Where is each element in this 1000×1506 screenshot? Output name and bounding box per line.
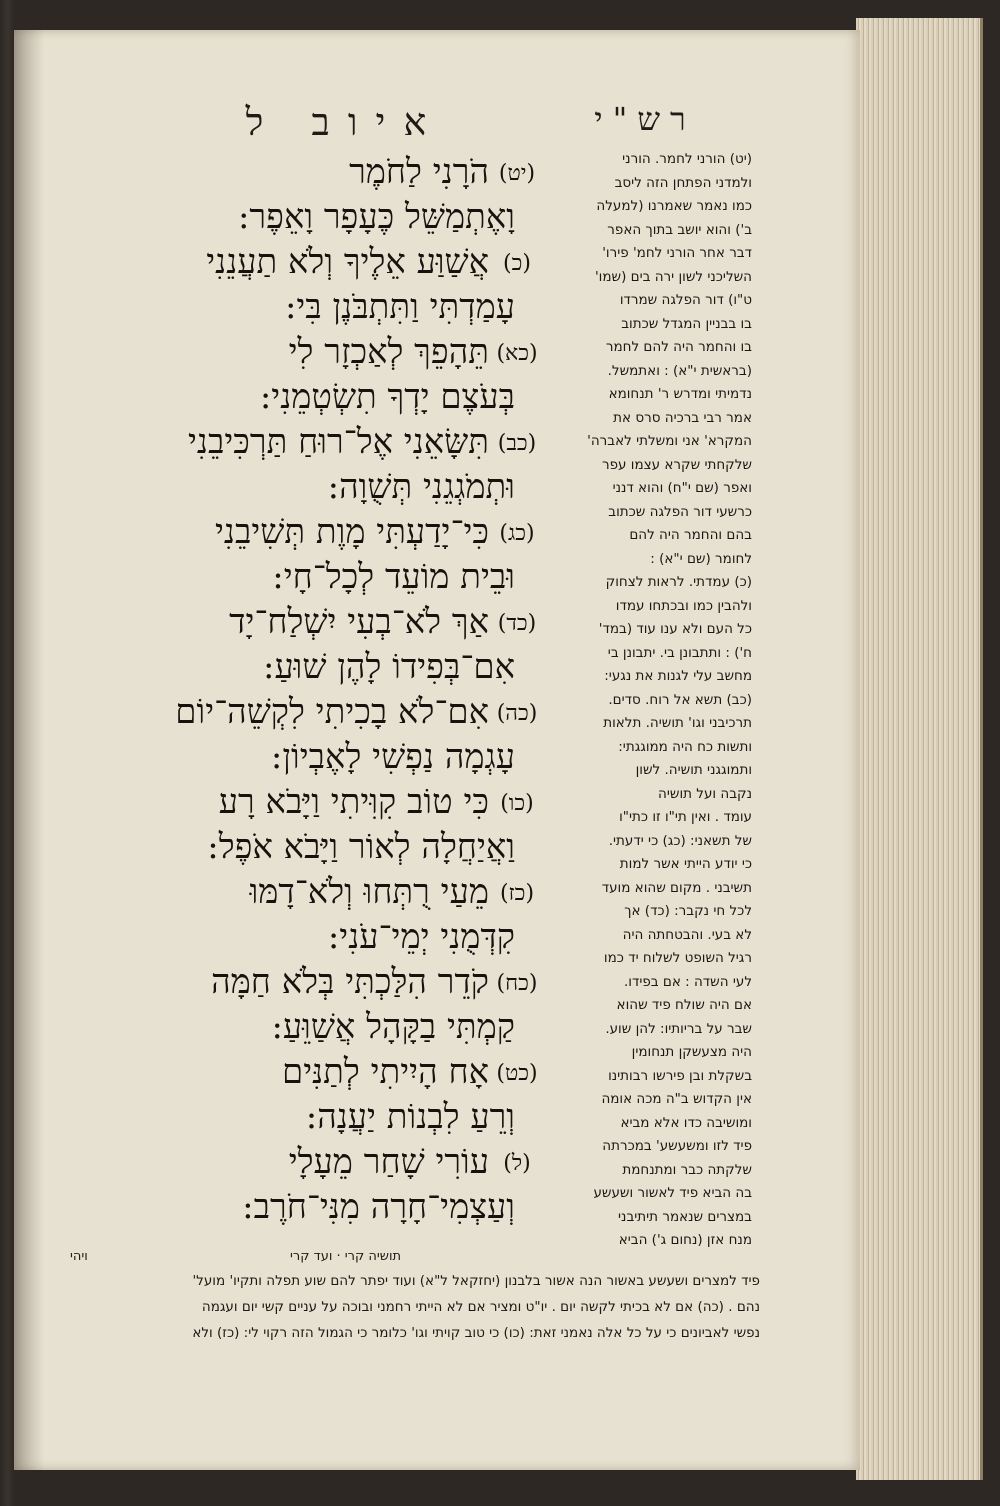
rashi-line: היה מצעשקן תנחומין xyxy=(631,1044,752,1060)
rashi-line: ט"ו) דור הפלגה שמרדו xyxy=(619,292,752,308)
verse-line xyxy=(90,600,545,644)
verse-line xyxy=(90,510,545,554)
verse-line xyxy=(90,1140,545,1184)
verse-number: (כב) xyxy=(497,431,537,456)
rashi-line: אמר רבי ברכיה סרס את xyxy=(613,409,752,426)
rashi-line: אם היה שולח פיד שהוא xyxy=(616,997,752,1013)
verse-number: (כו) xyxy=(500,791,534,816)
rashi-bottom-line: פיד למצרים ושעשע באשור הנה אשור בלבנון (יחזקאל ל"א) ועוד יפתר להם שוע תפלה ותקיו' מועל' xyxy=(192,1273,760,1289)
verse-line xyxy=(90,240,545,284)
verse-text: וּבֵית מוֹעֵד לְכָל־חָי: xyxy=(272,557,515,597)
spine-shadow xyxy=(14,30,44,1470)
rashi-line: דבר אחר הורני לחמ' פירו' xyxy=(602,245,752,261)
rashi-line: שלקחתי שקרא עצמו עפר xyxy=(602,456,752,473)
verse-text: כִּי־יָדַעְתִּי מָוֶת תְּשִׁיבֵנִי xyxy=(215,512,489,552)
rashi-line: בו והחמר היה להם לחמר xyxy=(605,339,752,355)
verse-text: קַמְתִּי בַקָּהָל אֲשַׁוֵּעַ: xyxy=(271,1007,515,1047)
rashi-line: ותשות כח היה ממוגגתי: xyxy=(618,738,752,755)
rashi-line: ח') : ותתבונן בי. יתבונן בי xyxy=(607,644,752,661)
verse-number: (כד) xyxy=(497,611,537,636)
verse-line xyxy=(90,285,545,329)
verse-number: (כ) xyxy=(503,251,531,276)
verse-line xyxy=(90,1095,545,1139)
catchword: ויהי xyxy=(70,1249,88,1264)
rashi-line: השליכני לשון ירה בים (שמו' xyxy=(594,268,752,285)
verse-line xyxy=(90,1050,545,1094)
verse-text: אִם־בְּפִידוֹ לָהֶן שׁוּעַ: xyxy=(262,647,515,687)
rashi-line: אין הקדוש ב"ה מכה אומה xyxy=(601,1091,752,1107)
verse-text: עָמַדְתִּי וַתִּתְבֹּנֶן בִּי: xyxy=(284,287,515,327)
rashi-line: לחומר (שם י"א) : xyxy=(650,550,752,567)
rashi-line: מנח אזן (נחום ג') הביא xyxy=(618,1232,752,1248)
verse-number: (כא) xyxy=(496,341,538,366)
verse-text: בְּעֹצֶם יָדְךָ תִשְׂטְמֵנִי: xyxy=(259,377,515,417)
rashi-line: נקבה ועל תושיה xyxy=(658,785,752,802)
verse-text: אַךְ לֹא־בְעִי יִשְׁלַח־יָד xyxy=(229,602,489,642)
verse-text: אָח הָיִיתִי לְתַנִּים xyxy=(281,1052,489,1092)
rashi-line: (בראשית י"א) : ואתמשל. xyxy=(607,362,752,379)
verse-line xyxy=(90,1185,545,1229)
rashi-line: (כב) תשא אל רוח. סדים. xyxy=(608,691,752,708)
verse-line xyxy=(90,375,545,419)
qere-ketiv-note: תושיה קרי · ועד קרי xyxy=(290,1249,402,1264)
page-edges xyxy=(856,18,983,1480)
verse-number: (ל) xyxy=(503,1151,531,1176)
rashi-line: בו בבניין המגדל שכתוב xyxy=(621,315,752,332)
verse-line xyxy=(90,825,545,869)
rashi-line: ואפר (שם י"ח) והוא דנני xyxy=(612,480,752,496)
verse-number: (יט) xyxy=(498,161,536,186)
rashi-bottom-line: נהם . (כה) אם לא בכיתי לקשה יום . יו"ט ומציר אם לא הייתי רחמני ובוכה על עניים קשי יום ועגמה xyxy=(201,1299,760,1315)
rashi-line: ולמדני הפתחן הזה ליסב xyxy=(614,174,752,191)
rashi-line: כמו נאמר שאמרנו (למעלה xyxy=(596,198,752,214)
verse-text: וַאֲיַחֲלָה לְאוֹר וַיָּבֹא אֹפֶל: xyxy=(207,827,515,867)
rashi-line: תשיבני . מקום שהוא מועד xyxy=(601,879,752,896)
rashi-line: ומושיבה כדו אלא מביא xyxy=(620,1114,752,1131)
verse-text: אֲשַׁוַּע אֵלֶיךָ וְלֹא תַעֲנֵנִי xyxy=(206,242,489,282)
rashi-line: כל העם ולא ענו עוד (במד' xyxy=(598,621,752,637)
verse-number: (כז) xyxy=(499,881,535,906)
verse-line xyxy=(90,465,545,509)
rashi-line: של תשאני: (כג) כי ידעתי. xyxy=(608,832,752,849)
verse-text: וָאֶתְמַשֵּׁל כֶּעָפָר וָאֵפֶר: xyxy=(237,197,515,237)
verse-line xyxy=(90,195,545,239)
rashi-bottom-block xyxy=(60,1268,760,1358)
rashi-line: כרשעי דור הפלגה שכתוב xyxy=(608,503,752,520)
verse-line xyxy=(90,915,545,959)
rashi-line: לא בעי. והבטחתה היה xyxy=(622,926,752,943)
commentary-title: רש"י xyxy=(594,100,696,138)
rashi-line: בשקלת ובן פירשו רבותינו xyxy=(608,1067,752,1084)
verse-number: (כג) xyxy=(499,521,535,546)
verse-text: תִּשָּׂאֵנִי אֶל־רוּחַ תַּרְכִּיבֵנִי xyxy=(188,422,489,462)
rashi-line: תרכיבני וגו' תושיה. תלאות xyxy=(603,715,752,731)
verse-line xyxy=(90,870,545,914)
rashi-line: עומד . ואין תי"ו זו כתי"ו xyxy=(619,809,752,825)
verse-number: (כח) xyxy=(496,971,538,996)
rashi-line: במצרים שנאמר תיתיבני xyxy=(618,1208,752,1225)
verse-text: וְעַצְמִי־חָרָה מִנִּי־חֹרֶב: xyxy=(242,1187,515,1227)
verse-text: אִם־לֹא בָכִיתִי לִקְשֵׁה־יוֹם xyxy=(175,692,489,732)
rashi-commentary-column xyxy=(552,148,752,1268)
verse-line xyxy=(90,690,545,734)
rashi-line: המקרא' אני ומשלתי לאברה' xyxy=(587,433,752,449)
verse-text: קִדְּמֻנִי יְמֵי־עֹנִי: xyxy=(327,917,515,957)
verse-line xyxy=(90,1005,545,1049)
rashi-line: רגיל השופט לשלוח יד כמו xyxy=(603,950,752,966)
verse-number: (כה) xyxy=(496,701,538,726)
book-title: איוב ל xyxy=(245,100,445,144)
verse-line xyxy=(90,555,545,599)
verse-column xyxy=(90,150,545,1250)
rashi-line: (יט) הורני לחמר. הורני xyxy=(622,151,752,167)
verse-line xyxy=(90,960,545,1004)
rashi-line: כי יודע הייתי אשר למות xyxy=(619,856,752,872)
rashi-line: שבר על בריותיו: להן שוע. xyxy=(605,1020,752,1037)
verse-text: וְרֵעַ לִבְנוֹת יַעֲנָה: xyxy=(305,1097,515,1137)
verse-line xyxy=(90,645,545,689)
verse-text: קֹדֵר הִלַּכְתִּי בְּלֹא חַמָּה xyxy=(211,962,489,1002)
rashi-line: (כ) עמדתי. לראות לצחוק xyxy=(605,574,752,590)
verse-number: (כט) xyxy=(496,1061,538,1086)
rashi-line: נדמיתי ומדרש ר' תנחומא xyxy=(608,386,752,402)
verse-text: מֵעַי רֻתְּחוּ וְלֹא־דָמּוּ xyxy=(249,872,489,912)
rashi-line: מחשב עלי לגנות את נגעי: xyxy=(604,668,752,684)
rashi-line: לכל חי נקבר: (כד) אך xyxy=(624,903,752,919)
verse-text: כִּי טוֹב קִוִּיתִי וַיָּבֹא רָע xyxy=(218,782,489,822)
verse-text: עָגְמָה נַפְשִׁי לָאֶבְיוֹן: xyxy=(270,737,515,777)
rashi-bottom-line: נפשי לאביונים כי על כל אלה נאמני זאת: (כו) כי טוב קויתי וגו' כלומר כי הגמול הזה רקוי לי: (כז) ולא xyxy=(192,1325,760,1341)
verse-text: וּתְמֹגְגֵנִי תְּשֻׁוָה: xyxy=(327,467,515,507)
rashi-line: שלקתה כבר ומתנחמת xyxy=(622,1161,752,1178)
verse-line xyxy=(90,420,545,464)
catchword-line xyxy=(70,1244,760,1270)
verse-line xyxy=(90,150,545,194)
verse-line xyxy=(90,330,545,374)
rashi-line: לעי השדה : אם בפידו. xyxy=(623,973,752,990)
rashi-line: ותמוגגני תושיה. לשון xyxy=(635,762,752,778)
verse-text: הֹרָנִי לַחֹמֶר xyxy=(349,152,489,192)
verse-line xyxy=(90,735,545,779)
verse-text: תֵּהָפֵךְ לְאַכְזָר לִי xyxy=(288,332,489,372)
rashi-line: ולהבין כמו ובכתחו עמדו xyxy=(615,597,752,614)
rashi-line: ב') והוא יושב בתוך האפר xyxy=(607,221,752,238)
rashi-line: בה הביא פיד לאשור ושעשע xyxy=(593,1185,752,1201)
rashi-line: פיד לזו ומשעשע' במכרתה xyxy=(602,1138,752,1154)
rashi-line: בהם והחמר היה להם xyxy=(629,527,752,543)
verse-text: עוֹרִי שָׁחַר מֵעָלָי xyxy=(288,1142,489,1182)
verse-line xyxy=(90,780,545,824)
